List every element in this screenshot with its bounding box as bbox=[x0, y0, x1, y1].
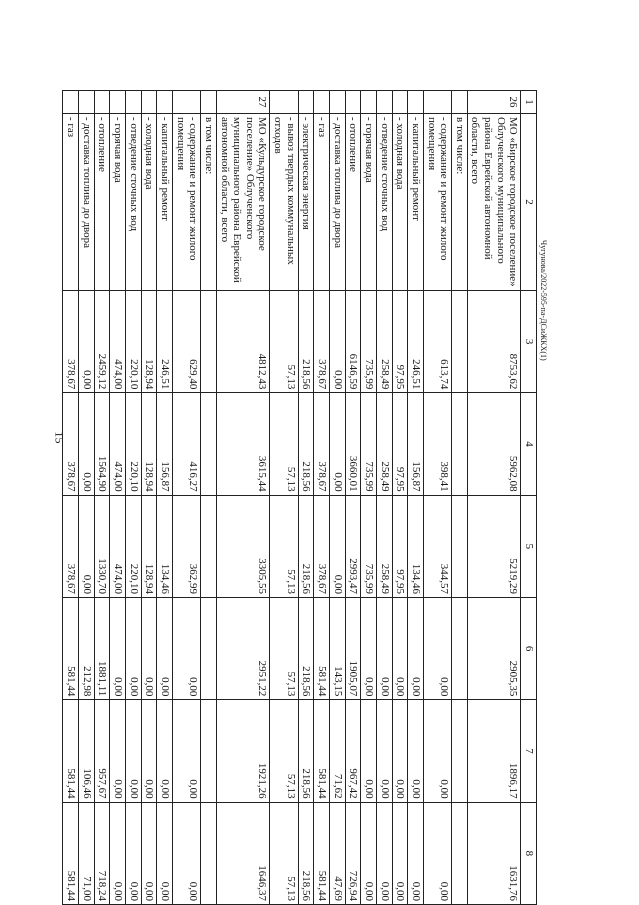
cell-value: 0,00 bbox=[392, 597, 408, 699]
cell-value: 0,00 bbox=[172, 597, 200, 699]
cell-value bbox=[452, 802, 468, 904]
row-label: - горячая вода bbox=[361, 114, 377, 291]
cell-value: 97,95 bbox=[392, 393, 408, 495]
cell-value: 218,56 bbox=[298, 700, 314, 802]
cell-value: 735,99 bbox=[361, 291, 377, 393]
cell-value: 0,00 bbox=[408, 802, 424, 904]
cell-value: 613,74 bbox=[423, 291, 451, 393]
cell-value: 0,00 bbox=[157, 700, 173, 802]
cell-value: 474,00 bbox=[110, 393, 126, 495]
cell-value: 0,00 bbox=[392, 700, 408, 802]
row-label: - холодная вода bbox=[141, 114, 157, 291]
row-label: МО «Бирское городское поселение» Облученского муниципального района Еврейской автономной области, всего bbox=[467, 114, 521, 291]
cell-value: 246,51 bbox=[157, 291, 173, 393]
cell-value: 0,00 bbox=[361, 597, 377, 699]
cell-value: 1631,76 bbox=[467, 802, 521, 904]
cell-value: 220,10 bbox=[126, 291, 142, 393]
cell-value: 1881,11 bbox=[94, 597, 110, 699]
column-header-7: 7 bbox=[521, 700, 537, 802]
cell-value bbox=[452, 495, 468, 597]
cell-value: 718,24 bbox=[94, 802, 110, 904]
cell-value: 0,00 bbox=[361, 700, 377, 802]
cell-value: 344,57 bbox=[423, 495, 451, 597]
cell-value: 212,98 bbox=[79, 597, 95, 699]
cell-value: 0,00 bbox=[423, 802, 451, 904]
cell-value: 106,46 bbox=[79, 700, 95, 802]
cell-value: 258,49 bbox=[376, 291, 392, 393]
cell-value: 378,67 bbox=[63, 393, 79, 495]
row-number bbox=[79, 91, 95, 114]
cell-value: 378,67 bbox=[314, 291, 330, 393]
cell-value: 378,67 bbox=[314, 393, 330, 495]
cell-value: 0,00 bbox=[423, 597, 451, 699]
cell-value: 0,00 bbox=[141, 802, 157, 904]
row-label: - холодная вода bbox=[392, 114, 408, 291]
table-row bbox=[270, 91, 298, 905]
header-row bbox=[521, 91, 537, 905]
table-row bbox=[110, 91, 126, 905]
cell-value: 0,00 bbox=[423, 700, 451, 802]
cell-value: 1921,26 bbox=[216, 700, 270, 802]
cell-value: 581,44 bbox=[314, 700, 330, 802]
row-label: - отопление bbox=[345, 114, 361, 291]
cell-value: 726,94 bbox=[345, 802, 361, 904]
cell-value: 1646,37 bbox=[216, 802, 270, 904]
row-label: в том числе: bbox=[452, 114, 468, 291]
row-number: 26 bbox=[467, 91, 521, 114]
column-header-3: 3 bbox=[521, 291, 537, 393]
row-number bbox=[126, 91, 142, 114]
cell-value: 71,00 bbox=[79, 802, 95, 904]
cell-value: 3660,01 bbox=[345, 393, 361, 495]
cell-value: 246,51 bbox=[408, 291, 424, 393]
cell-value: 0,00 bbox=[110, 802, 126, 904]
row-number bbox=[201, 91, 217, 114]
row-label: - отведение сточных вод bbox=[376, 114, 392, 291]
cell-value: 581,44 bbox=[63, 597, 79, 699]
row-label: - газ bbox=[314, 114, 330, 291]
row-number bbox=[110, 91, 126, 114]
cell-value: 378,67 bbox=[63, 291, 79, 393]
row-label: - электрическая энергия bbox=[298, 114, 314, 291]
cell-value: 581,44 bbox=[63, 802, 79, 904]
cell-value: 1564,90 bbox=[94, 393, 110, 495]
cell-value: 0,00 bbox=[126, 802, 142, 904]
table-row bbox=[314, 91, 330, 905]
cell-value: 0,00 bbox=[361, 802, 377, 904]
cell-value: 156,87 bbox=[408, 393, 424, 495]
row-number bbox=[345, 91, 361, 114]
row-number bbox=[376, 91, 392, 114]
cell-value: 218,56 bbox=[298, 597, 314, 699]
table-row bbox=[79, 91, 95, 905]
table-row bbox=[216, 91, 270, 905]
cell-value: 2993,47 bbox=[345, 495, 361, 597]
row-number bbox=[408, 91, 424, 114]
cell-value bbox=[452, 393, 468, 495]
cell-value: 0,00 bbox=[376, 802, 392, 904]
cell-value: 128,94 bbox=[141, 495, 157, 597]
cell-value: 0,00 bbox=[172, 802, 200, 904]
row-label: - содержание и ремонт жилого помещения bbox=[172, 114, 200, 291]
row-label: - капитальный ремонт bbox=[408, 114, 424, 291]
cell-value: 735,99 bbox=[361, 393, 377, 495]
cell-value: 1330,70 bbox=[94, 495, 110, 597]
row-number bbox=[157, 91, 173, 114]
cell-value: 581,44 bbox=[314, 597, 330, 699]
cell-value: 218,56 bbox=[298, 291, 314, 393]
table-row bbox=[172, 91, 200, 905]
cell-value: 0,00 bbox=[376, 700, 392, 802]
cell-value: 57,13 bbox=[270, 802, 298, 904]
cell-value: 57,13 bbox=[270, 495, 298, 597]
column-header-1: 1 bbox=[521, 91, 537, 114]
table-row bbox=[330, 91, 346, 905]
cell-value bbox=[201, 495, 217, 597]
row-label: - горячая вода bbox=[110, 114, 126, 291]
cell-value: 581,44 bbox=[63, 700, 79, 802]
row-number bbox=[94, 91, 110, 114]
row-number bbox=[314, 91, 330, 114]
cell-value: 1896,17 bbox=[467, 700, 521, 802]
cell-value bbox=[452, 291, 468, 393]
cell-value: 957,67 bbox=[94, 700, 110, 802]
cell-value: 57,13 bbox=[270, 291, 298, 393]
cell-value: 6146,59 bbox=[345, 291, 361, 393]
cell-value: 134,46 bbox=[157, 495, 173, 597]
cell-value: 156,87 bbox=[157, 393, 173, 495]
cell-value bbox=[201, 802, 217, 904]
cell-value: 398,41 bbox=[423, 393, 451, 495]
table-row bbox=[452, 91, 468, 905]
cell-value: 5962,08 bbox=[467, 393, 521, 495]
table-row bbox=[345, 91, 361, 905]
cell-value: 474,00 bbox=[110, 495, 126, 597]
row-number bbox=[270, 91, 298, 114]
cell-value: 1905,07 bbox=[345, 597, 361, 699]
cell-value: 57,13 bbox=[270, 393, 298, 495]
table-row bbox=[392, 91, 408, 905]
table-row bbox=[201, 91, 217, 905]
cell-value: 378,67 bbox=[63, 495, 79, 597]
row-number bbox=[172, 91, 200, 114]
row-label: - вывоз твердых коммунальных отходов bbox=[270, 114, 298, 291]
cell-value: 5219,29 bbox=[467, 495, 521, 597]
cell-value: 143,15 bbox=[330, 597, 346, 699]
cell-value: 581,44 bbox=[314, 802, 330, 904]
cell-value: 3305,55 bbox=[216, 495, 270, 597]
row-label: в том числе: bbox=[201, 114, 217, 291]
cell-value: 416,27 bbox=[172, 393, 200, 495]
cell-value: 0,00 bbox=[330, 495, 346, 597]
tariff-table-container bbox=[63, 90, 538, 905]
cell-value: 0,00 bbox=[172, 700, 200, 802]
cell-value: 8753,62 bbox=[467, 291, 521, 393]
cell-value: 0,00 bbox=[408, 700, 424, 802]
cell-value: 0,00 bbox=[408, 597, 424, 699]
cell-value: 0,00 bbox=[157, 802, 173, 904]
cell-value: 0,00 bbox=[110, 700, 126, 802]
cell-value: 71,62 bbox=[330, 700, 346, 802]
cell-value: 0,00 bbox=[376, 597, 392, 699]
cell-value: 128,94 bbox=[141, 291, 157, 393]
column-header-5: 5 bbox=[521, 495, 537, 597]
cell-value: 258,49 bbox=[376, 495, 392, 597]
cell-value: 0,00 bbox=[330, 291, 346, 393]
cell-value bbox=[201, 291, 217, 393]
row-label: - доставка топлива до двора bbox=[79, 114, 95, 291]
document-reference: Чугунова/2022-595-па-ДСиЖКХ(1) bbox=[539, 240, 548, 361]
table-body bbox=[63, 91, 521, 905]
cell-value bbox=[452, 700, 468, 802]
column-header-8: 8 bbox=[521, 802, 537, 904]
cell-value: 629,40 bbox=[172, 291, 200, 393]
cell-value: 220,10 bbox=[126, 495, 142, 597]
cell-value: 0,00 bbox=[157, 597, 173, 699]
cell-value: 220,10 bbox=[126, 393, 142, 495]
row-label: - содержание и ремонт жилого помещения bbox=[423, 114, 451, 291]
cell-value: 378,67 bbox=[314, 495, 330, 597]
table-row bbox=[141, 91, 157, 905]
row-label: МО «Кульдурское городское поселение» Облученского муниципального района Еврейской автономной области, всего bbox=[216, 114, 270, 291]
row-label: - доставка топлива до двора bbox=[330, 114, 346, 291]
cell-value: 362,99 bbox=[172, 495, 200, 597]
cell-value bbox=[201, 393, 217, 495]
cell-value: 0,00 bbox=[79, 393, 95, 495]
row-number: 27 bbox=[216, 91, 270, 114]
cell-value: 0,00 bbox=[79, 495, 95, 597]
cell-value bbox=[201, 597, 217, 699]
cell-value: 0,00 bbox=[126, 597, 142, 699]
row-number bbox=[63, 91, 79, 114]
page-number: 15 bbox=[52, 431, 67, 444]
cell-value: 0,00 bbox=[110, 597, 126, 699]
cell-value: 2459,12 bbox=[94, 291, 110, 393]
cell-value: 0,00 bbox=[79, 291, 95, 393]
cell-value: 0,00 bbox=[330, 393, 346, 495]
row-number bbox=[361, 91, 377, 114]
row-number bbox=[141, 91, 157, 114]
row-number bbox=[452, 91, 468, 114]
cell-value: 0,00 bbox=[126, 700, 142, 802]
cell-value: 3615,44 bbox=[216, 393, 270, 495]
cell-value: 4812,43 bbox=[216, 291, 270, 393]
cell-value: 218,56 bbox=[298, 393, 314, 495]
cell-value: 218,56 bbox=[298, 495, 314, 597]
cell-value: 134,46 bbox=[408, 495, 424, 597]
cell-value: 218,56 bbox=[298, 802, 314, 904]
cell-value bbox=[452, 597, 468, 699]
cell-value: 128,94 bbox=[141, 393, 157, 495]
tariff-table bbox=[63, 90, 538, 905]
table-row bbox=[408, 91, 424, 905]
cell-value: 97,95 bbox=[392, 291, 408, 393]
cell-value: 258,49 bbox=[376, 393, 392, 495]
cell-value: 0,00 bbox=[392, 802, 408, 904]
cell-value: 0,00 bbox=[141, 700, 157, 802]
row-number bbox=[392, 91, 408, 114]
table-row bbox=[126, 91, 142, 905]
row-label: - газ bbox=[63, 114, 79, 291]
row-number bbox=[330, 91, 346, 114]
row-label: - капитальный ремонт bbox=[157, 114, 173, 291]
table-row bbox=[298, 91, 314, 905]
cell-value: 2905,35 bbox=[467, 597, 521, 699]
row-number bbox=[423, 91, 451, 114]
cell-value: 0,00 bbox=[141, 597, 157, 699]
cell-value: 474,00 bbox=[110, 291, 126, 393]
table-row bbox=[157, 91, 173, 905]
cell-value: 2951,22 bbox=[216, 597, 270, 699]
table-row bbox=[63, 91, 79, 905]
cell-value: 47,69 bbox=[330, 802, 346, 904]
row-label: - отведение сточных вод bbox=[126, 114, 142, 291]
cell-value: 967,42 bbox=[345, 700, 361, 802]
table-row bbox=[423, 91, 451, 905]
cell-value: 57,13 bbox=[270, 597, 298, 699]
column-header-4: 4 bbox=[521, 393, 537, 495]
table-row bbox=[376, 91, 392, 905]
row-number bbox=[298, 91, 314, 114]
column-header-2: 2 bbox=[521, 114, 537, 291]
table-row bbox=[94, 91, 110, 905]
cell-value: 57,13 bbox=[270, 700, 298, 802]
cell-value: 735,99 bbox=[361, 495, 377, 597]
cell-value bbox=[201, 700, 217, 802]
table-row bbox=[467, 91, 521, 905]
table-row bbox=[361, 91, 377, 905]
row-label: - отопление bbox=[94, 114, 110, 291]
column-header-6: 6 bbox=[521, 597, 537, 699]
cell-value: 97,95 bbox=[392, 495, 408, 597]
